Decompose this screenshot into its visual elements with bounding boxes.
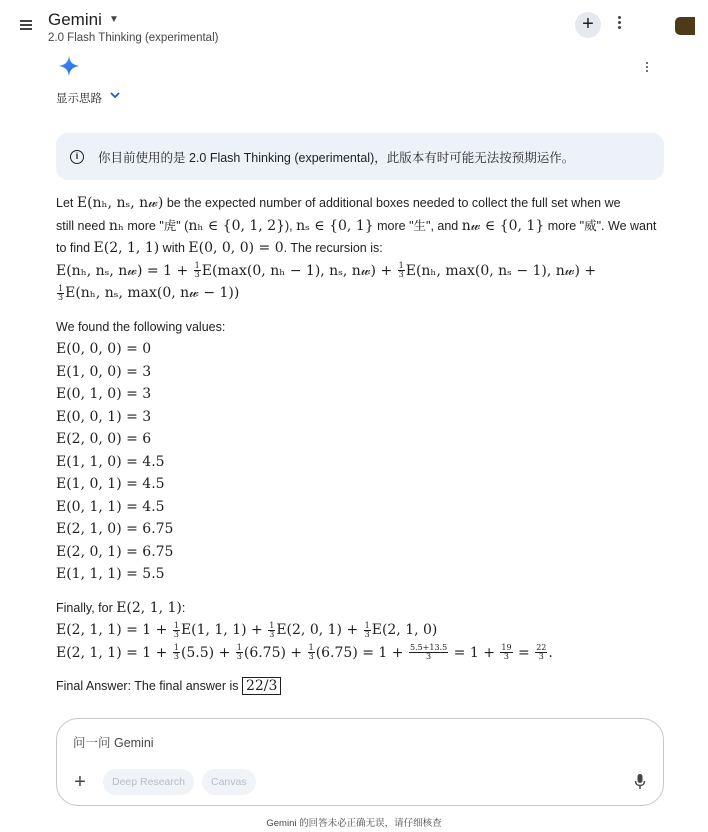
math-part: (5.5) + [180,644,235,661]
recursion-line-1 [56,260,656,283]
info-icon: i [70,150,84,164]
notice-text: 你目前使用的是 2.0 Flash Thinking (experimental)，此版本有时可能无法按预期运作。 [98,151,575,165]
value-line: E(1, 1, 1) = 5.5 [56,566,165,582]
math-part: (6.75) + [243,644,307,661]
mic-icon[interactable] [634,773,646,791]
text: more "威". We want [544,218,657,233]
footer-disclaimer: Gemini 的回答未必正确无误，请仔细核查 [266,818,442,829]
math-part: . [548,644,553,661]
denominator: 3 [398,270,404,279]
math-part: E(nₕ, nₛ, n𝓌) = 1 + [56,262,193,279]
numerator: 1 [269,620,275,630]
recursion-line-2 [56,282,656,305]
gemini-spark-icon [58,54,80,78]
prompt-input[interactable]: 问一问 Gemini [73,736,154,750]
final-answer-value: 22/3 [242,677,281,695]
math-part: = 1 + [449,644,500,661]
prompt-composer[interactable] [56,718,664,806]
math-part: E(2, 1, 0) [371,622,438,638]
math-part: E(2, 1, 1) = 1 + [56,622,172,638]
final-answer-label: Final Answer: The final answer is [56,679,242,693]
math-part: E(max(0, nₕ − 1), nₛ, n𝓌) + [201,262,397,279]
denominator: 3 [538,652,544,661]
math-part: E(2, 1, 1) = 1 + [56,644,172,661]
equation-line-2 [56,642,656,665]
denominator: 3 [308,652,314,661]
numerator: 1 [398,261,404,270]
text: Finally, for [56,600,117,615]
numerator: 1 [194,261,200,270]
fraction [409,644,448,661]
paragraph-line [56,237,656,260]
math-part: E(nₕ, max(0, nₛ − 1), n𝓌) + [405,262,597,279]
numerator: 1 [364,620,370,630]
fraction [173,622,180,639]
math-part: E(1, 1, 1) + [180,622,268,638]
fraction [194,262,201,279]
model-subtitle: 2.0 Flash Thinking (experimental) [48,32,219,44]
text: with [159,241,189,255]
paragraph-line [56,215,656,238]
paragraph-line [56,192,656,215]
text: : [181,600,186,615]
math-inline: nₕ [108,217,124,234]
text: more "生", and [373,218,462,233]
denominator: 3 [194,270,200,279]
experimental-notice [56,133,664,180]
value-line: E(2, 1, 0) = 6.75 [56,521,174,537]
value-line: E(1, 0, 0) = 3 [56,363,152,380]
equation-line-1 [56,619,656,642]
value-line: E(0, 1, 0) = 3 [56,386,152,402]
deep-research-button[interactable]: Deep Research [103,769,194,795]
fraction [535,644,547,661]
menu-icon[interactable] [16,18,36,36]
denominator: 3 [236,652,242,661]
math-part: (6.75) = 1 + [315,644,408,661]
denominator: 3 [364,629,370,639]
numerator: 1 [308,643,314,652]
response-more-icon[interactable] [642,60,652,76]
fraction [173,644,180,661]
denominator: 3 [173,652,179,661]
value-line: E(0, 0, 1) = 3 [56,408,152,425]
numerator: 5.5+13.5 [409,643,448,652]
text: more "虎" ( [123,218,189,233]
denominator: 3 [269,629,275,639]
text: to find [56,241,94,255]
text: . The recursion is: [283,241,383,255]
avatar[interactable] [675,17,695,35]
fraction [364,622,371,639]
text: ), [285,218,297,233]
value-line: E(0, 0, 0) = 0 [56,341,152,357]
response-body [56,192,656,698]
fraction [500,644,512,661]
text: still need [56,218,109,233]
math-inline: n𝓌 ∈ {0, 1} [461,217,545,234]
value-line: E(1, 0, 1) = 4.5 [56,476,165,492]
values-intro: We found the following values: [56,319,226,334]
math-part: E(nₕ, nₛ, max(0, n𝓌 − 1)) [65,285,240,301]
add-attachment-plus-icon[interactable]: + [74,771,86,793]
value-line: E(2, 0, 1) = 6.75 [56,543,174,560]
value-line: E(2, 0, 0) = 6 [56,431,152,447]
denominator: 3 [173,629,179,639]
fraction [398,262,405,279]
math-inline: nₛ ∈ {0, 1} [296,217,374,234]
math-inline: nₕ ∈ {0, 1, 2} [188,217,286,234]
fraction [308,644,315,661]
more-vert-icon[interactable] [612,14,626,36]
show-thoughts-label[interactable]: 显示思路 [56,93,102,105]
math-inline: E(nₕ, nₛ, n𝓌) [76,195,164,211]
fraction [236,644,243,661]
numerator: 22 [536,643,547,652]
denominator: 3 [58,292,64,302]
app-title[interactable]: Gemini [48,10,102,29]
math-part: E(2, 0, 1) + [276,622,363,638]
value-line: E(1, 1, 0) = 4.5 [56,453,165,470]
denominator: 3 [503,652,510,661]
chevron-down-icon[interactable] [108,88,122,102]
numerator: 1 [173,643,179,652]
caret-down-icon[interactable]: ▼ [109,14,119,25]
math-inline: E(2, 1, 1) [93,240,160,256]
numerator: 1 [236,643,242,652]
final-answer [56,675,656,698]
value-line: E(0, 1, 1) = 4.5 [56,498,165,515]
text: Let [56,196,77,210]
top-bar [0,0,708,52]
numerator: 19 [501,643,512,652]
math-inline: E(2, 1, 1) [116,599,182,616]
finally-line [56,597,656,620]
math-inline: E(0, 0, 0) = 0 [188,240,284,256]
denominator: 3 [426,652,432,661]
math-part: = [513,644,535,661]
fraction [57,285,64,302]
new-chat-plus-icon[interactable]: + [575,12,601,38]
canvas-button[interactable]: Canvas [202,769,256,795]
numerator: 1 [173,620,179,630]
text: be the expected number of additional boxes needed to collect the full set when we [163,196,621,210]
fraction [268,622,275,639]
numerator: 1 [58,283,64,293]
